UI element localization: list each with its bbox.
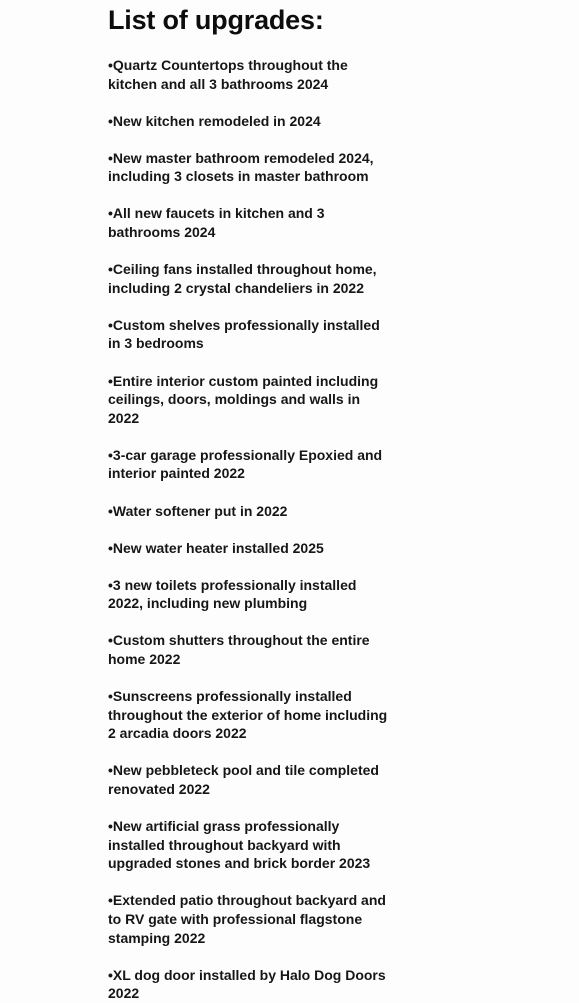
list-item-sunscreens: •Sunscreens professionally installed throughout the exterior of home including 2 arcadia doors 2022 [108, 688, 388, 742]
upgrades-list [108, 56, 389, 1003]
list-item-pool: •New pebbleteck pool and tile completed renovated 2022 [108, 762, 379, 797]
page-title: List of upgrades: [108, 5, 324, 35]
list-item-quartz-countertops: •Quartz Countertops throughout the kitchen and all 3 bathrooms 2024 [108, 57, 348, 92]
list-item-patio: •Extended patio throughout backyard and to RV gate with professional flagstone stamping 2022 [108, 892, 386, 946]
list-item-water-softener: •Water softener put in 2022 [108, 502, 288, 519]
list-item-dog-door: •XL dog door installed by Halo Dog Doors 2022 [108, 966, 386, 1002]
list-item-toilets: •3 new toilets professionally installed 2022, including new plumbing [108, 576, 357, 612]
list-item-interior-paint: •Entire interior custom painted including ceilings, doors, moldings and walls in 2022 [108, 372, 379, 426]
list-item-artificial-grass: •New artificial grass professionally installed throughout backyard with upgraded stones and brick border 2023 [108, 818, 371, 872]
list-item-kitchen-remodel: •New kitchen remodeled in 2024 [108, 112, 321, 129]
list-item-garage-epoxy: •3-car garage professionally Epoxied and interior painted 2022 [108, 446, 383, 482]
list-item-shutters: •Custom shutters throughout the entire home 2022 [108, 632, 370, 667]
list-item-faucets: •All new faucets in kitchen and 3 bathrooms 2024 [108, 205, 325, 241]
list-item-master-bathroom: •New master bathroom remodeled 2024, including 3 closets in master bathroom [108, 149, 374, 185]
list-item-ceiling-fans: •Ceiling fans installed throughout home, including 2 crystal chandeliers in 2022 [108, 261, 377, 296]
list-item-water-heater: •New water heater installed 2025 [108, 539, 324, 556]
list-item-custom-shelves: •Custom shelves professionally installed in 3 bedrooms [108, 316, 380, 352]
